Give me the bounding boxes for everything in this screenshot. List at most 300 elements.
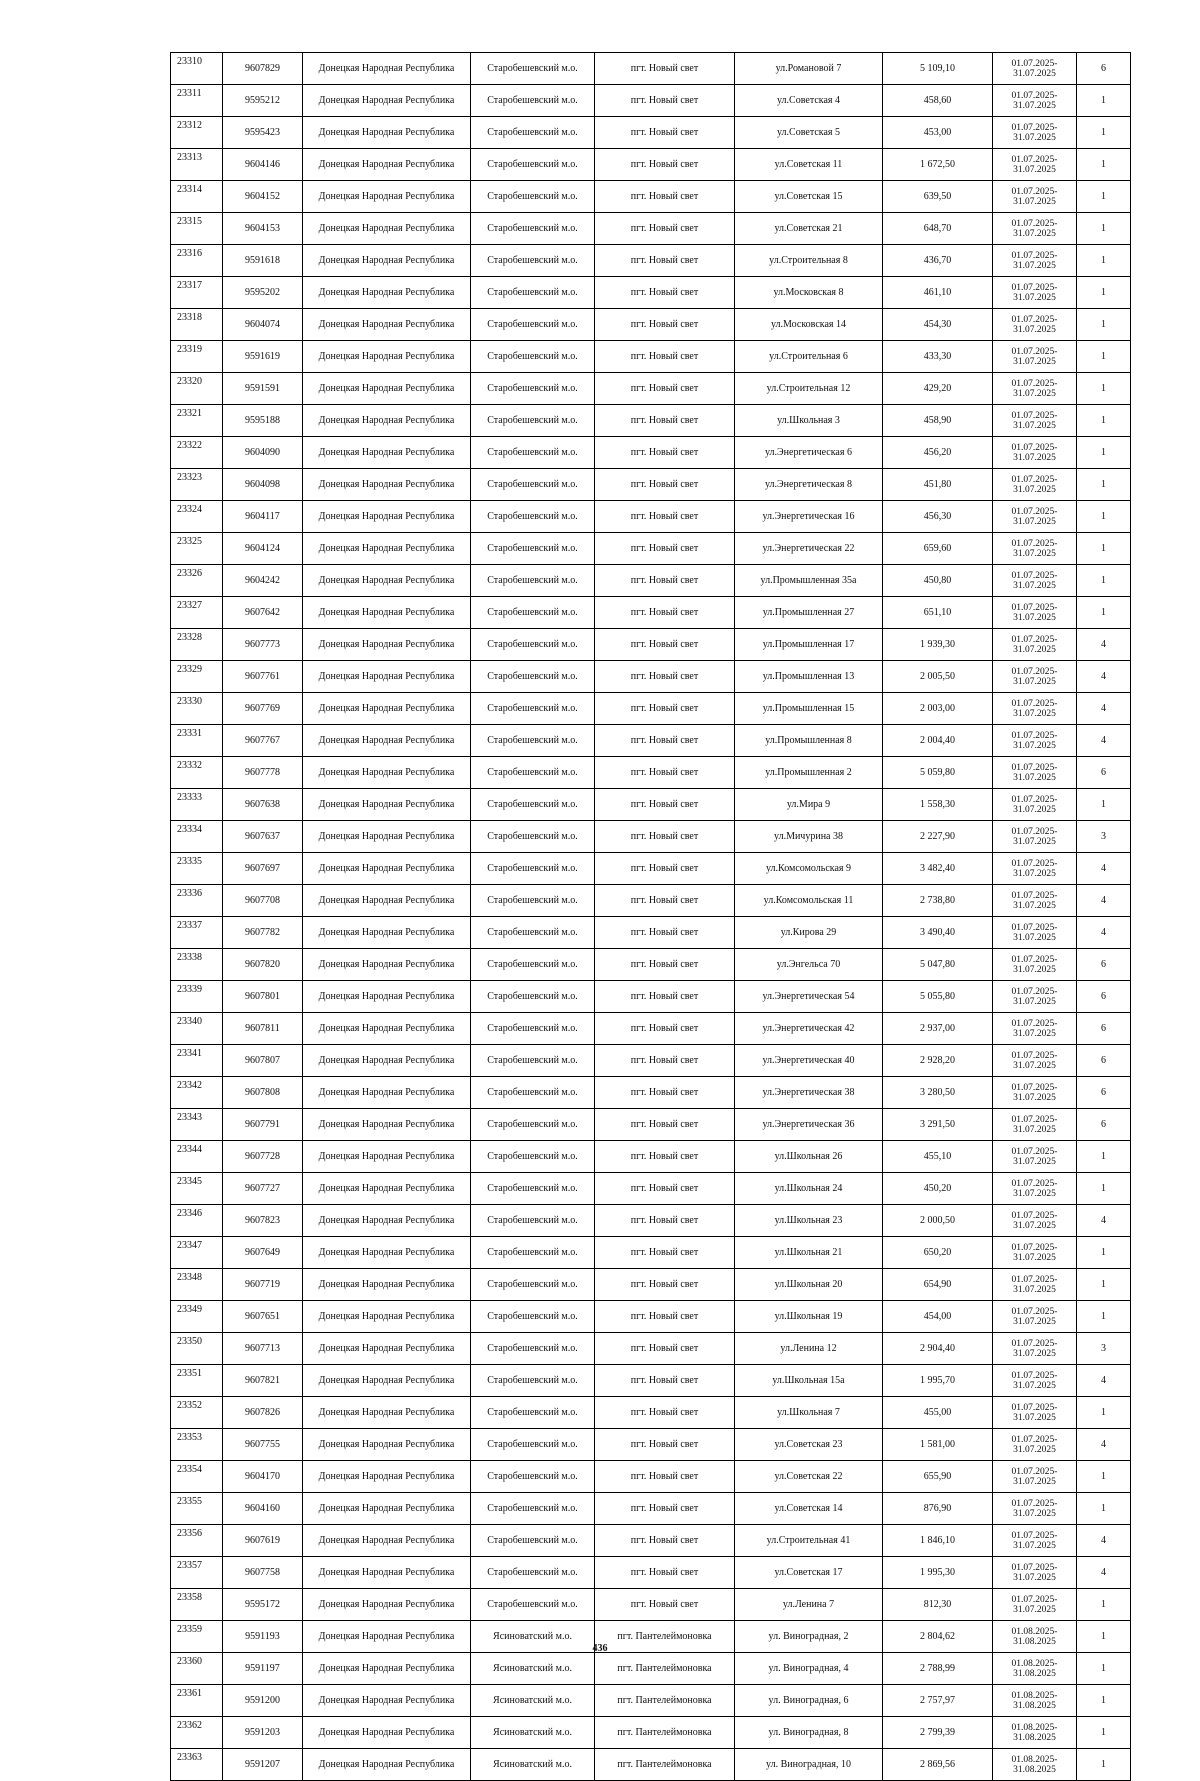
area-cell: 5 059,80 [883,757,993,789]
row-number-cell: 23347 [171,1237,223,1269]
count-cell: 4 [1077,917,1131,949]
period-cell [993,277,1077,309]
region-cell: Донецкая Народная Республика [303,1493,471,1525]
table-row [171,1141,1131,1173]
region-cell: Донецкая Народная Республика [303,1589,471,1621]
area-cell: 655,90 [883,1461,993,1493]
municipality-cell: Старобешевский м.о. [471,1269,595,1301]
area-cell: 429,20 [883,373,993,405]
object-code-cell: 9607773 [223,629,303,661]
object-code-cell: 9604160 [223,1493,303,1525]
period-end: 31.08.2025 [1013,1636,1056,1647]
period-end: 31.07.2025 [1013,484,1056,495]
period-start: 01.07.2025- [1011,1562,1058,1573]
period-start: 01.07.2025- [1011,1530,1058,1541]
region-cell: Донецкая Народная Республика [303,1269,471,1301]
settlement-cell: пгт. Новый свет [595,1525,735,1557]
row-number-cell: 23316 [171,245,223,277]
area-cell: 2 227,90 [883,821,993,853]
period-end: 31.08.2025 [1013,1764,1056,1775]
period-end: 31.07.2025 [1013,196,1056,207]
count-cell: 1 [1077,1173,1131,1205]
period-cell [993,213,1077,245]
settlement-cell: пгт. Новый свет [595,117,735,149]
count-cell: 1 [1077,405,1131,437]
address-cell: ул.Энергетическая 38 [735,1077,883,1109]
settlement-cell: пгт. Новый свет [595,565,735,597]
period-start: 01.07.2025- [1011,1274,1058,1285]
table-row [171,149,1131,181]
period-cell [993,1013,1077,1045]
count-cell: 6 [1077,1077,1131,1109]
count-cell: 1 [1077,501,1131,533]
count-cell: 4 [1077,1525,1131,1557]
address-cell: ул.Промышленная 15 [735,693,883,725]
address-cell: ул. Виноградная, 4 [735,1653,883,1685]
count-cell: 1 [1077,85,1131,117]
settlement-cell: пгт. Новый свет [595,309,735,341]
period-start: 01.07.2025- [1011,1050,1058,1061]
address-cell: ул.Энергетическая 6 [735,437,883,469]
municipality-cell: Старобешевский м.о. [471,149,595,181]
period-end: 31.07.2025 [1013,996,1056,1007]
settlement-cell: пгт. Новый свет [595,181,735,213]
period-cell [993,245,1077,277]
address-cell: ул.Школьная 15а [735,1365,883,1397]
area-cell: 1 558,30 [883,789,993,821]
page-number: 436 [592,1643,608,1654]
count-cell: 6 [1077,757,1131,789]
settlement-cell: пгт. Новый свет [595,213,735,245]
table-row [171,277,1131,309]
region-cell: Донецкая Народная Республика [303,117,471,149]
region-cell: Донецкая Народная Республика [303,1205,471,1237]
row-number-cell: 23335 [171,853,223,885]
period-end: 31.08.2025 [1013,1732,1056,1743]
area-cell: 436,70 [883,245,993,277]
municipality-cell: Ясиноватский м.о. [471,1653,595,1685]
row-number-cell: 23355 [171,1493,223,1525]
address-cell: ул.Школьная 7 [735,1397,883,1429]
object-code-cell: 9591197 [223,1653,303,1685]
period-start: 01.07.2025- [1011,186,1058,197]
region-cell: Донецкая Народная Республика [303,501,471,533]
region-cell: Донецкая Народная Республика [303,853,471,885]
count-cell: 6 [1077,949,1131,981]
region-cell: Донецкая Народная Республика [303,1237,471,1269]
period-cell [993,1589,1077,1621]
period-end: 31.07.2025 [1013,228,1056,239]
area-cell: 2 799,39 [883,1717,993,1749]
count-cell: 1 [1077,1749,1131,1781]
period-end: 31.07.2025 [1013,1604,1056,1615]
municipality-cell: Старобешевский м.о. [471,181,595,213]
row-number-cell: 23318 [171,309,223,341]
row-number-cell: 23359 [171,1621,223,1653]
count-cell: 1 [1077,565,1131,597]
address-cell: ул.Мичурина 38 [735,821,883,853]
period-start: 01.07.2025- [1011,1178,1058,1189]
row-number-cell: 23322 [171,437,223,469]
period-end: 31.07.2025 [1013,1284,1056,1295]
settlement-cell: пгт. Новый свет [595,917,735,949]
count-cell: 1 [1077,1653,1131,1685]
period-start: 01.08.2025- [1011,1722,1058,1733]
settlement-cell: пгт. Новый свет [595,53,735,85]
row-number-cell: 23363 [171,1749,223,1781]
address-cell: ул.Промышленная 2 [735,757,883,789]
row-number-cell: 23329 [171,661,223,693]
period-end: 31.07.2025 [1013,1444,1056,1455]
period-cell [993,1173,1077,1205]
count-cell: 4 [1077,853,1131,885]
municipality-cell: Старобешевский м.о. [471,1077,595,1109]
area-cell: 2 788,99 [883,1653,993,1685]
count-cell: 1 [1077,1717,1131,1749]
period-end: 31.07.2025 [1013,292,1056,303]
period-cell [993,981,1077,1013]
count-cell: 1 [1077,1461,1131,1493]
row-number-cell: 23342 [171,1077,223,1109]
settlement-cell: пгт. Новый свет [595,1269,735,1301]
area-cell: 1 846,10 [883,1525,993,1557]
area-cell: 1 995,30 [883,1557,993,1589]
region-cell: Донецкая Народная Республика [303,1461,471,1493]
period-cell [993,757,1077,789]
period-cell [993,469,1077,501]
object-code-cell: 9591200 [223,1685,303,1717]
region-cell: Донецкая Народная Республика [303,277,471,309]
period-cell [993,533,1077,565]
area-cell: 2 003,00 [883,693,993,725]
municipality-cell: Старобешевский м.о. [471,981,595,1013]
municipality-cell: Старобешевский м.о. [471,437,595,469]
settlement-cell: пгт. Новый свет [595,1109,735,1141]
address-cell: ул.Энергетическая 40 [735,1045,883,1077]
row-number-cell: 23351 [171,1365,223,1397]
count-cell: 1 [1077,117,1131,149]
period-start: 01.07.2025- [1011,1338,1058,1349]
period-end: 31.07.2025 [1013,1380,1056,1391]
region-cell: Донецкая Народная Республика [303,213,471,245]
area-cell: 456,20 [883,437,993,469]
period-cell [993,501,1077,533]
region-cell: Донецкая Народная Республика [303,1557,471,1589]
address-cell: ул.Советская 11 [735,149,883,181]
settlement-cell: пгт. Новый свет [595,1301,735,1333]
area-cell: 454,30 [883,309,993,341]
object-code-cell: 9607642 [223,597,303,629]
settlement-cell: пгт. Новый свет [595,1237,735,1269]
period-start: 01.07.2025- [1011,666,1058,677]
region-cell: Донецкая Народная Республика [303,149,471,181]
row-number-cell: 23315 [171,213,223,245]
object-code-cell: 9607755 [223,1429,303,1461]
object-code-cell: 9607820 [223,949,303,981]
count-cell: 1 [1077,597,1131,629]
period-end: 31.07.2025 [1013,356,1056,367]
period-start: 01.07.2025- [1011,90,1058,101]
region-cell: Донецкая Народная Республика [303,1013,471,1045]
row-number-cell: 23356 [171,1525,223,1557]
count-cell: 4 [1077,629,1131,661]
region-cell: Донецкая Народная Республика [303,53,471,85]
row-number-cell: 23319 [171,341,223,373]
region-cell: Донецкая Народная Республика [303,1525,471,1557]
region-cell: Донецкая Народная Республика [303,981,471,1013]
count-cell: 4 [1077,885,1131,917]
object-code-cell: 9607728 [223,1141,303,1173]
address-cell: ул.Строительная 6 [735,341,883,373]
period-cell [993,1333,1077,1365]
period-start: 01.07.2025- [1011,634,1058,645]
table-row [171,1365,1131,1397]
table-row [171,85,1131,117]
table-row [171,117,1131,149]
region-cell: Донецкая Народная Республика [303,1717,471,1749]
table-row [171,405,1131,437]
settlement-cell: пгт. Новый свет [595,949,735,981]
period-end: 31.07.2025 [1013,804,1056,815]
row-number-cell: 23361 [171,1685,223,1717]
period-cell [993,1557,1077,1589]
settlement-cell: пгт. Новый свет [595,1333,735,1365]
address-cell: ул.Школьная 3 [735,405,883,437]
row-number-cell: 23328 [171,629,223,661]
object-code-cell: 9591618 [223,245,303,277]
object-code-cell: 9604242 [223,565,303,597]
period-start: 01.07.2025- [1011,154,1058,165]
period-end: 31.07.2025 [1013,100,1056,111]
row-number-cell: 23310 [171,53,223,85]
address-cell: ул.Строительная 12 [735,373,883,405]
area-cell: 1 939,30 [883,629,993,661]
registry-table [170,52,1131,1781]
period-start: 01.07.2025- [1011,538,1058,549]
row-number-cell: 23337 [171,917,223,949]
table-row [171,1493,1131,1525]
municipality-cell: Старобешевский м.о. [471,597,595,629]
count-cell: 1 [1077,1685,1131,1717]
object-code-cell: 9591207 [223,1749,303,1781]
period-cell [993,661,1077,693]
settlement-cell: пгт. Новый свет [595,1141,735,1173]
settlement-cell: пгт. Новый свет [595,245,735,277]
period-start: 01.07.2025- [1011,1466,1058,1477]
period-start: 01.07.2025- [1011,698,1058,709]
table-row [171,437,1131,469]
object-code-cell: 9607823 [223,1205,303,1237]
table-row [171,1109,1131,1141]
period-cell [993,629,1077,661]
municipality-cell: Ясиноватский м.о. [471,1717,595,1749]
settlement-cell: пгт. Пантелеймоновка [595,1717,735,1749]
table-row [171,1077,1131,1109]
municipality-cell: Старобешевский м.о. [471,725,595,757]
table-row [171,533,1131,565]
municipality-cell: Старобешевский м.о. [471,1525,595,1557]
count-cell: 6 [1077,1045,1131,1077]
area-cell: 458,90 [883,405,993,437]
area-cell: 3 291,50 [883,1109,993,1141]
region-cell: Донецкая Народная Республика [303,1045,471,1077]
settlement-cell: пгт. Новый свет [595,693,735,725]
settlement-cell: пгт. Новый свет [595,469,735,501]
count-cell: 4 [1077,1205,1131,1237]
area-cell: 654,90 [883,1269,993,1301]
table-row [171,949,1131,981]
row-number-cell: 23344 [171,1141,223,1173]
address-cell: ул.Советская 17 [735,1557,883,1589]
period-cell [993,149,1077,181]
row-number-cell: 23360 [171,1653,223,1685]
area-cell: 2 937,00 [883,1013,993,1045]
region-cell: Донецкая Народная Республика [303,1429,471,1461]
municipality-cell: Старобешевский м.о. [471,117,595,149]
object-code-cell: 9607778 [223,757,303,789]
row-number-cell: 23323 [171,469,223,501]
address-cell: ул.Школьная 19 [735,1301,883,1333]
period-cell [993,789,1077,821]
count-cell: 1 [1077,1237,1131,1269]
area-cell: 454,00 [883,1301,993,1333]
address-cell: ул. Виноградная, 2 [735,1621,883,1653]
period-start: 01.07.2025- [1011,1370,1058,1381]
object-code-cell: 9591203 [223,1717,303,1749]
settlement-cell: пгт. Новый свет [595,1461,735,1493]
object-code-cell: 9604124 [223,533,303,565]
count-cell: 1 [1077,373,1131,405]
address-cell: ул.Комсомольская 9 [735,853,883,885]
period-start: 01.07.2025- [1011,314,1058,325]
count-cell: 3 [1077,821,1131,853]
row-number-cell: 23331 [171,725,223,757]
period-start: 01.07.2025- [1011,58,1058,69]
period-cell [993,1077,1077,1109]
address-cell: ул.Советская 22 [735,1461,883,1493]
municipality-cell: Старобешевский м.о. [471,1173,595,1205]
area-cell: 1 995,70 [883,1365,993,1397]
address-cell: ул.Энергетическая 8 [735,469,883,501]
object-code-cell: 9607758 [223,1557,303,1589]
period-cell [993,117,1077,149]
address-cell: ул.Энергетическая 36 [735,1109,883,1141]
period-start: 01.07.2025- [1011,1082,1058,1093]
table-row [171,213,1131,245]
area-cell: 3 482,40 [883,853,993,885]
object-code-cell: 9595423 [223,117,303,149]
area-cell: 2 000,50 [883,1205,993,1237]
period-end: 31.07.2025 [1013,708,1056,719]
area-cell: 455,10 [883,1141,993,1173]
count-cell: 6 [1077,1013,1131,1045]
period-start: 01.07.2025- [1011,986,1058,997]
period-end: 31.07.2025 [1013,548,1056,559]
area-cell: 5 109,10 [883,53,993,85]
table-row [171,1397,1131,1429]
area-cell: 456,30 [883,501,993,533]
table-row [171,981,1131,1013]
settlement-cell: пгт. Новый свет [595,981,735,1013]
municipality-cell: Старобешевский м.о. [471,853,595,885]
count-cell: 4 [1077,661,1131,693]
address-cell: ул.Строительная 41 [735,1525,883,1557]
row-number-cell: 23340 [171,1013,223,1045]
period-end: 31.07.2025 [1013,132,1056,143]
count-cell: 3 [1077,1333,1131,1365]
municipality-cell: Старобешевский м.о. [471,629,595,661]
area-cell: 2 757,97 [883,1685,993,1717]
table-row [171,917,1131,949]
period-start: 01.07.2025- [1011,570,1058,581]
region-cell: Донецкая Народная Республика [303,597,471,629]
count-cell: 1 [1077,1269,1131,1301]
object-code-cell: 9591193 [223,1621,303,1653]
count-cell: 1 [1077,1493,1131,1525]
period-cell [993,1269,1077,1301]
period-cell [993,1429,1077,1461]
object-code-cell: 9607719 [223,1269,303,1301]
count-cell: 1 [1077,277,1131,309]
settlement-cell: пгт. Новый свет [595,757,735,789]
region-cell: Донецкая Народная Республика [303,661,471,693]
address-cell: ул.Энергетическая 16 [735,501,883,533]
row-number-cell: 23332 [171,757,223,789]
period-end: 31.07.2025 [1013,1092,1056,1103]
area-cell: 5 055,80 [883,981,993,1013]
municipality-cell: Старобешевский м.о. [471,1365,595,1397]
row-number-cell: 23313 [171,149,223,181]
address-cell: ул.Энергетическая 42 [735,1013,883,1045]
municipality-cell: Ясиноватский м.о. [471,1749,595,1781]
region-cell: Донецкая Народная Республика [303,533,471,565]
table-row [171,853,1131,885]
table-row [171,53,1131,85]
municipality-cell: Старобешевский м.о. [471,1429,595,1461]
period-start: 01.07.2025- [1011,282,1058,293]
municipality-cell: Старобешевский м.о. [471,821,595,853]
address-cell: ул.Романовой 7 [735,53,883,85]
address-cell: ул.Школьная 26 [735,1141,883,1173]
count-cell: 4 [1077,1557,1131,1589]
row-number-cell: 23350 [171,1333,223,1365]
region-cell: Донецкая Народная Республика [303,949,471,981]
table-row [171,597,1131,629]
region-cell: Донецкая Народная Республика [303,693,471,725]
region-cell: Донецкая Народная Республика [303,1173,471,1205]
table-row [171,181,1131,213]
object-code-cell: 9607769 [223,693,303,725]
count-cell: 1 [1077,1141,1131,1173]
region-cell: Донецкая Народная Республика [303,341,471,373]
period-end: 31.07.2025 [1013,676,1056,687]
object-code-cell: 9591619 [223,341,303,373]
row-number-cell: 23349 [171,1301,223,1333]
municipality-cell: Старобешевский м.о. [471,1109,595,1141]
table-row [171,629,1131,661]
region-cell: Донецкая Народная Республика [303,789,471,821]
period-start: 01.08.2025- [1011,1690,1058,1701]
count-cell: 1 [1077,533,1131,565]
row-number-cell: 23357 [171,1557,223,1589]
period-start: 01.07.2025- [1011,1018,1058,1029]
table-row [171,757,1131,789]
period-cell [993,1141,1077,1173]
period-start: 01.07.2025- [1011,858,1058,869]
address-cell: ул.Советская 5 [735,117,883,149]
area-cell: 455,00 [883,1397,993,1429]
period-cell [993,1045,1077,1077]
